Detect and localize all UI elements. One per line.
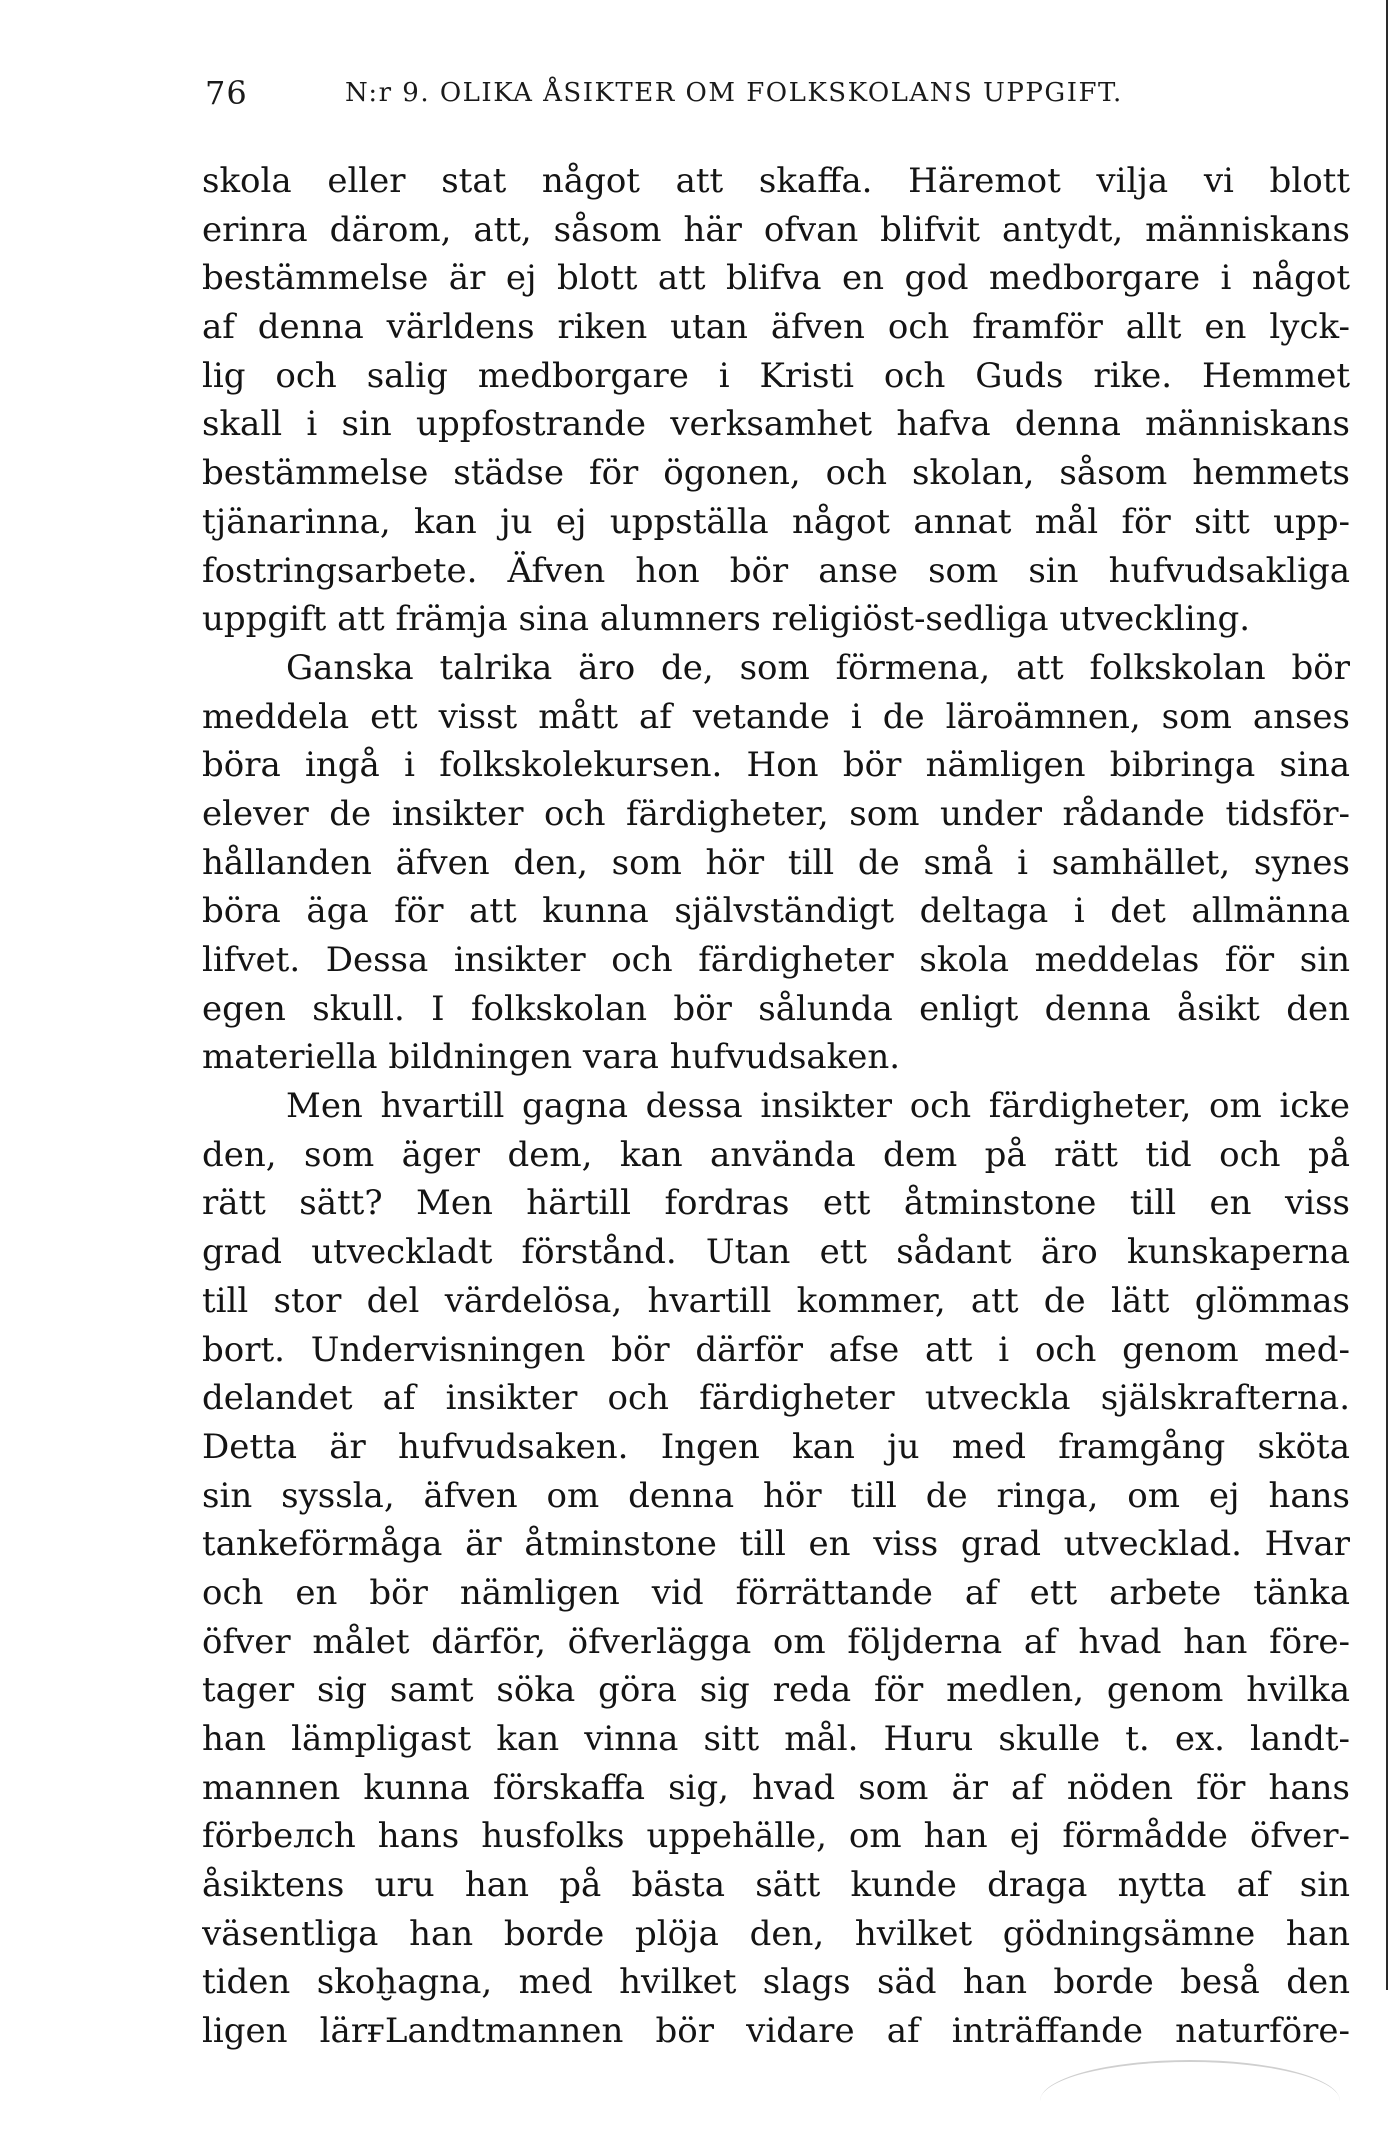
text-line: hållanden äfven den, som hör till de små i samhället, synes [202, 842, 1350, 883]
text-line: bestämmelse är ej blott att blifva en god medborgare i något [202, 258, 1350, 299]
text-line: Detta är hufvudsaken. Ingen kan ju med framgång sköta [202, 1426, 1350, 1467]
text-line: skall i sin uppfostrande verksamhet hafva denna människans [202, 404, 1350, 445]
page-number: 76 [205, 74, 248, 112]
text-line: bort. Undervisningen bör därför afse att i och genom med- [202, 1329, 1350, 1370]
text-line: bestämmelse städse för ögonen, och skolan, såsom hemmets [202, 453, 1350, 494]
text-line: mannen kunna förskaffa sig, hvad som är af nöden för hans [202, 1767, 1350, 1808]
text-line: egen skull. I folkskolan bör sålunda enligt denna åsikt den [202, 988, 1350, 1029]
text-line: meddela ett visst mått af vetande i de läroämnen, som anses [202, 696, 1350, 737]
page-edge-rule [1386, 0, 1388, 1990]
text-line: uppgift att främja sina alumners religiöst-sedliga utveckling. [202, 599, 1251, 640]
text-line: till stor del värdelösa, hvartill kommer, att de lätt glömmas [202, 1280, 1350, 1321]
page-header [205, 74, 1345, 124]
text-line: lig och salig medborgare i Kristi och Guds rike. Hemmet [202, 355, 1350, 396]
text-line: väsentliga han borde plöja den, hvilket gödningsämne han [202, 1913, 1350, 1954]
text-line: materiella bildningen vara hufvudsaken. [202, 1037, 901, 1078]
body-text [202, 157, 1350, 2056]
text-line: böra äga för att kunna självständigt deltaga i det allmänna [202, 891, 1350, 932]
text-line: skola eller stat något att skaffa. Häremot vilja vi blott [202, 161, 1350, 201]
running-head: N:r 9. OLIKA ÅSIKTER OM FOLKSKOLANS UPPGIFT. [345, 78, 1123, 108]
text-line: böra ingå i folkskolekursen. Hon bör nämligen bibringa sina [202, 745, 1350, 786]
text-line: lifvet. Dessa insikter och färdigheter skola meddelas för sin [202, 940, 1350, 980]
text-line: åsiktens uru han på bästa sätt kunde draga nytta af sin [202, 1865, 1350, 1906]
text-line: erinra därom, att, såsom här ofvan blifvit antydt, människans [202, 209, 1350, 250]
text-line: delandet af insikter och färdigheter utveckla själskrafterna. [202, 1378, 1350, 1419]
text-line: grad utveckladt förstånd. Utan ett sådant äro kunskaperna [202, 1232, 1350, 1273]
text-line: Men hvartill gagna dessa insikter och färdigheter, om icke [286, 1086, 1350, 1127]
text-line: öfver målet därför, öfverlägga om följderna af hvad han före- [202, 1621, 1350, 1662]
text-line: tjänarinna, kan ju ej uppställa något annat mål för sitt upp- [202, 501, 1350, 542]
text-line: tager sig samt söka göra sig reda för medlen, genom hvilka [202, 1670, 1350, 1711]
text-line: af denna världens riken utan äfven och framför allt en lyck- [202, 307, 1350, 348]
text-line: förbeлch hans husfolks uppehälle, om han ej förmådde öfver- [202, 1816, 1350, 1857]
text-line: han lämpligast kan vinna sitt mål. Huru skulle t. ex. landt- [202, 1719, 1350, 1759]
text-line: och en bör nämligen vid förrättande af ett arbete tänka [202, 1572, 1350, 1613]
text-line: rätt sätt? Men härtill fordras ett åtminstone till en viss [202, 1183, 1350, 1224]
text-line: Ganska talrika äro de, som förmena, att folkskolan bör [286, 647, 1350, 688]
scan-artifact-arc [1040, 2060, 1340, 2142]
text-line: tankeförmåga är åtminstone till en viss grad utvecklad. Hvar [202, 1524, 1350, 1565]
text-line: sin syssla, äfven om denna hör till de ringa, om ej hans [202, 1475, 1350, 1516]
text-line: fostringsarbete. Äfven hon bör anse som sin hufvudsakliga [202, 550, 1350, 591]
text-line: ligen lärғLandtmannen bör vidare af inträffande naturföre- [202, 2011, 1350, 2052]
text-line: den, som äger dem, kan använda dem på rätt tid och på [202, 1134, 1350, 1175]
text-line: tiden skoḫagna, med hvilket slags säd han borde beså den [202, 1962, 1350, 2003]
text-line: elever de insikter och färdigheter, som under rådande tidsför- [202, 793, 1350, 834]
